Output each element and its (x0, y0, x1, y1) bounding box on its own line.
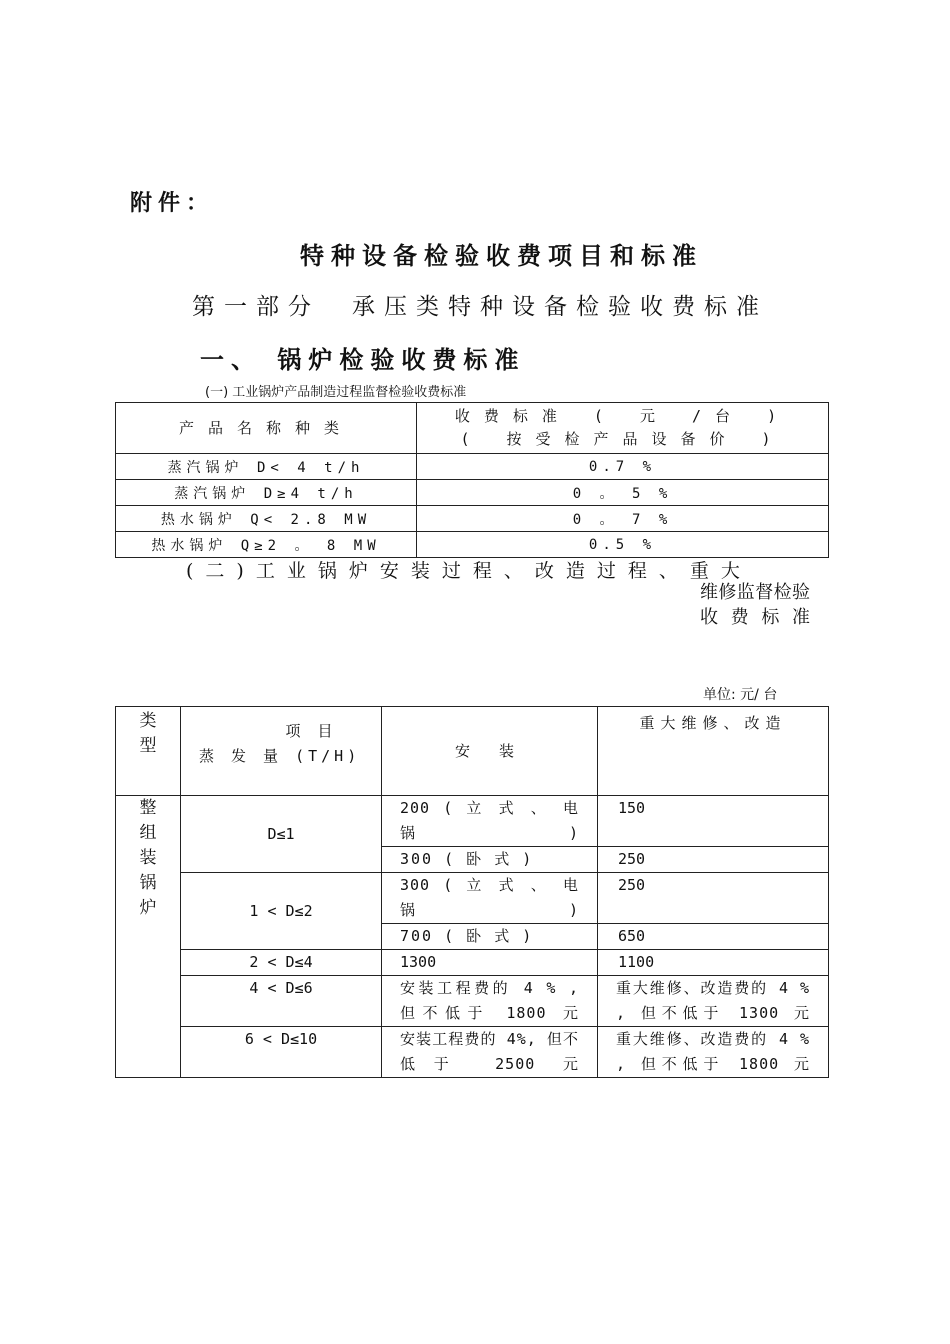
install-cell: 安装工程费的 4%, 但不低于 2500 元 (382, 1027, 598, 1078)
table-row (116, 532, 829, 558)
unit-label: 单位: 元/ 台 (703, 687, 778, 703)
attachment-label: 附件： (130, 190, 215, 216)
table-header-row (116, 707, 829, 796)
install-cell: 200 ( 立 式 、 电 锅 ) (382, 796, 598, 847)
install-cell: 300 ( 卧 式 ) (382, 847, 598, 873)
product-cell: 热水锅炉 Q≥2 。 8 MW (116, 532, 417, 558)
installation-fee-table (115, 706, 829, 1078)
table-row (116, 796, 829, 847)
table-row (116, 480, 829, 506)
range-cell: 2 < D≤4 (181, 950, 382, 976)
install-cell: 300 ( 立 式 、 电 锅 ) (382, 873, 598, 924)
repair-cell: 150 (598, 796, 829, 847)
table-row (116, 454, 829, 480)
repair-cell: 1100 (598, 950, 829, 976)
repair-cell: 250 (598, 873, 829, 924)
fee-cell: 0.5 % (417, 532, 829, 558)
table-header-row (116, 403, 829, 454)
table-row (116, 950, 829, 976)
range-cell: 1 < D≤2 (181, 873, 382, 950)
product-cell: 蒸汽锅炉 D≥4 t/h (116, 480, 417, 506)
repair-cell: 重大维修、改造费的 4 % , 但不低于 1300 元 (598, 976, 829, 1027)
table-row (116, 1027, 829, 1078)
table1-caption: (一) 工业锅炉产品制造过程监督检验收费标准 (205, 385, 467, 400)
repair-cell: 650 (598, 924, 829, 950)
product-cell: 蒸汽锅炉 D< 4 t/h (116, 454, 417, 480)
install-cell: 安装工程费的 4 % , 但不低于 1800 元 (382, 976, 598, 1027)
header-item: 项 目 (285, 722, 337, 740)
part-title: 第一部分 承压类特种设备检验收费标准 (192, 294, 768, 320)
table-row (116, 976, 829, 1027)
header-fee-standard (417, 403, 829, 454)
fee-cell: 0 。 7 % (417, 506, 829, 532)
table-row (116, 873, 829, 924)
repair-cell: 重大维修、改造费的 4 % , 但不低于 1800 元 (598, 1027, 829, 1078)
header-fee-line2: ( 按受检产品设备价 ) (460, 430, 785, 448)
header-repair: 重大维修、改造 (598, 707, 829, 796)
table-row (116, 506, 829, 532)
range-cell: 4 < D≤6 (181, 976, 382, 1027)
product-cell: 热水锅炉 Q< 2.8 MW (116, 506, 417, 532)
fee-cell: 0.7 % (417, 454, 829, 480)
table2-caption-line2: 维修监督检验收费标准 (700, 582, 810, 628)
header-fee-line1: 收费标准 ( 元 /台 ) (454, 407, 791, 425)
header-evaporation: 蒸 发 量 (T/H) (199, 747, 361, 765)
type-cell: 整组装锅炉 (116, 796, 181, 1078)
table2-caption-line1: (二)工业锅炉安装过程、改造过程、重大 (186, 560, 752, 582)
header-install: 安 装 (382, 707, 598, 796)
header-type: 类型 (116, 707, 181, 796)
manufacturing-fee-table (115, 402, 829, 558)
install-cell: 700 ( 卧 式 ) (382, 924, 598, 950)
install-cell: 1300 (382, 950, 598, 976)
range-cell: 6 < D≤10 (181, 1027, 382, 1078)
range-cell: D≤1 (181, 796, 382, 873)
main-title: 特种设备检验收费项目和标准 (300, 241, 703, 270)
header-product-type: 产品名称种类 (116, 403, 417, 454)
header-item-evaporation (181, 707, 382, 796)
fee-cell: 0 。 5 % (417, 480, 829, 506)
section-title: 一、 锅炉检验收费标准 (200, 345, 526, 374)
repair-cell: 250 (598, 847, 829, 873)
